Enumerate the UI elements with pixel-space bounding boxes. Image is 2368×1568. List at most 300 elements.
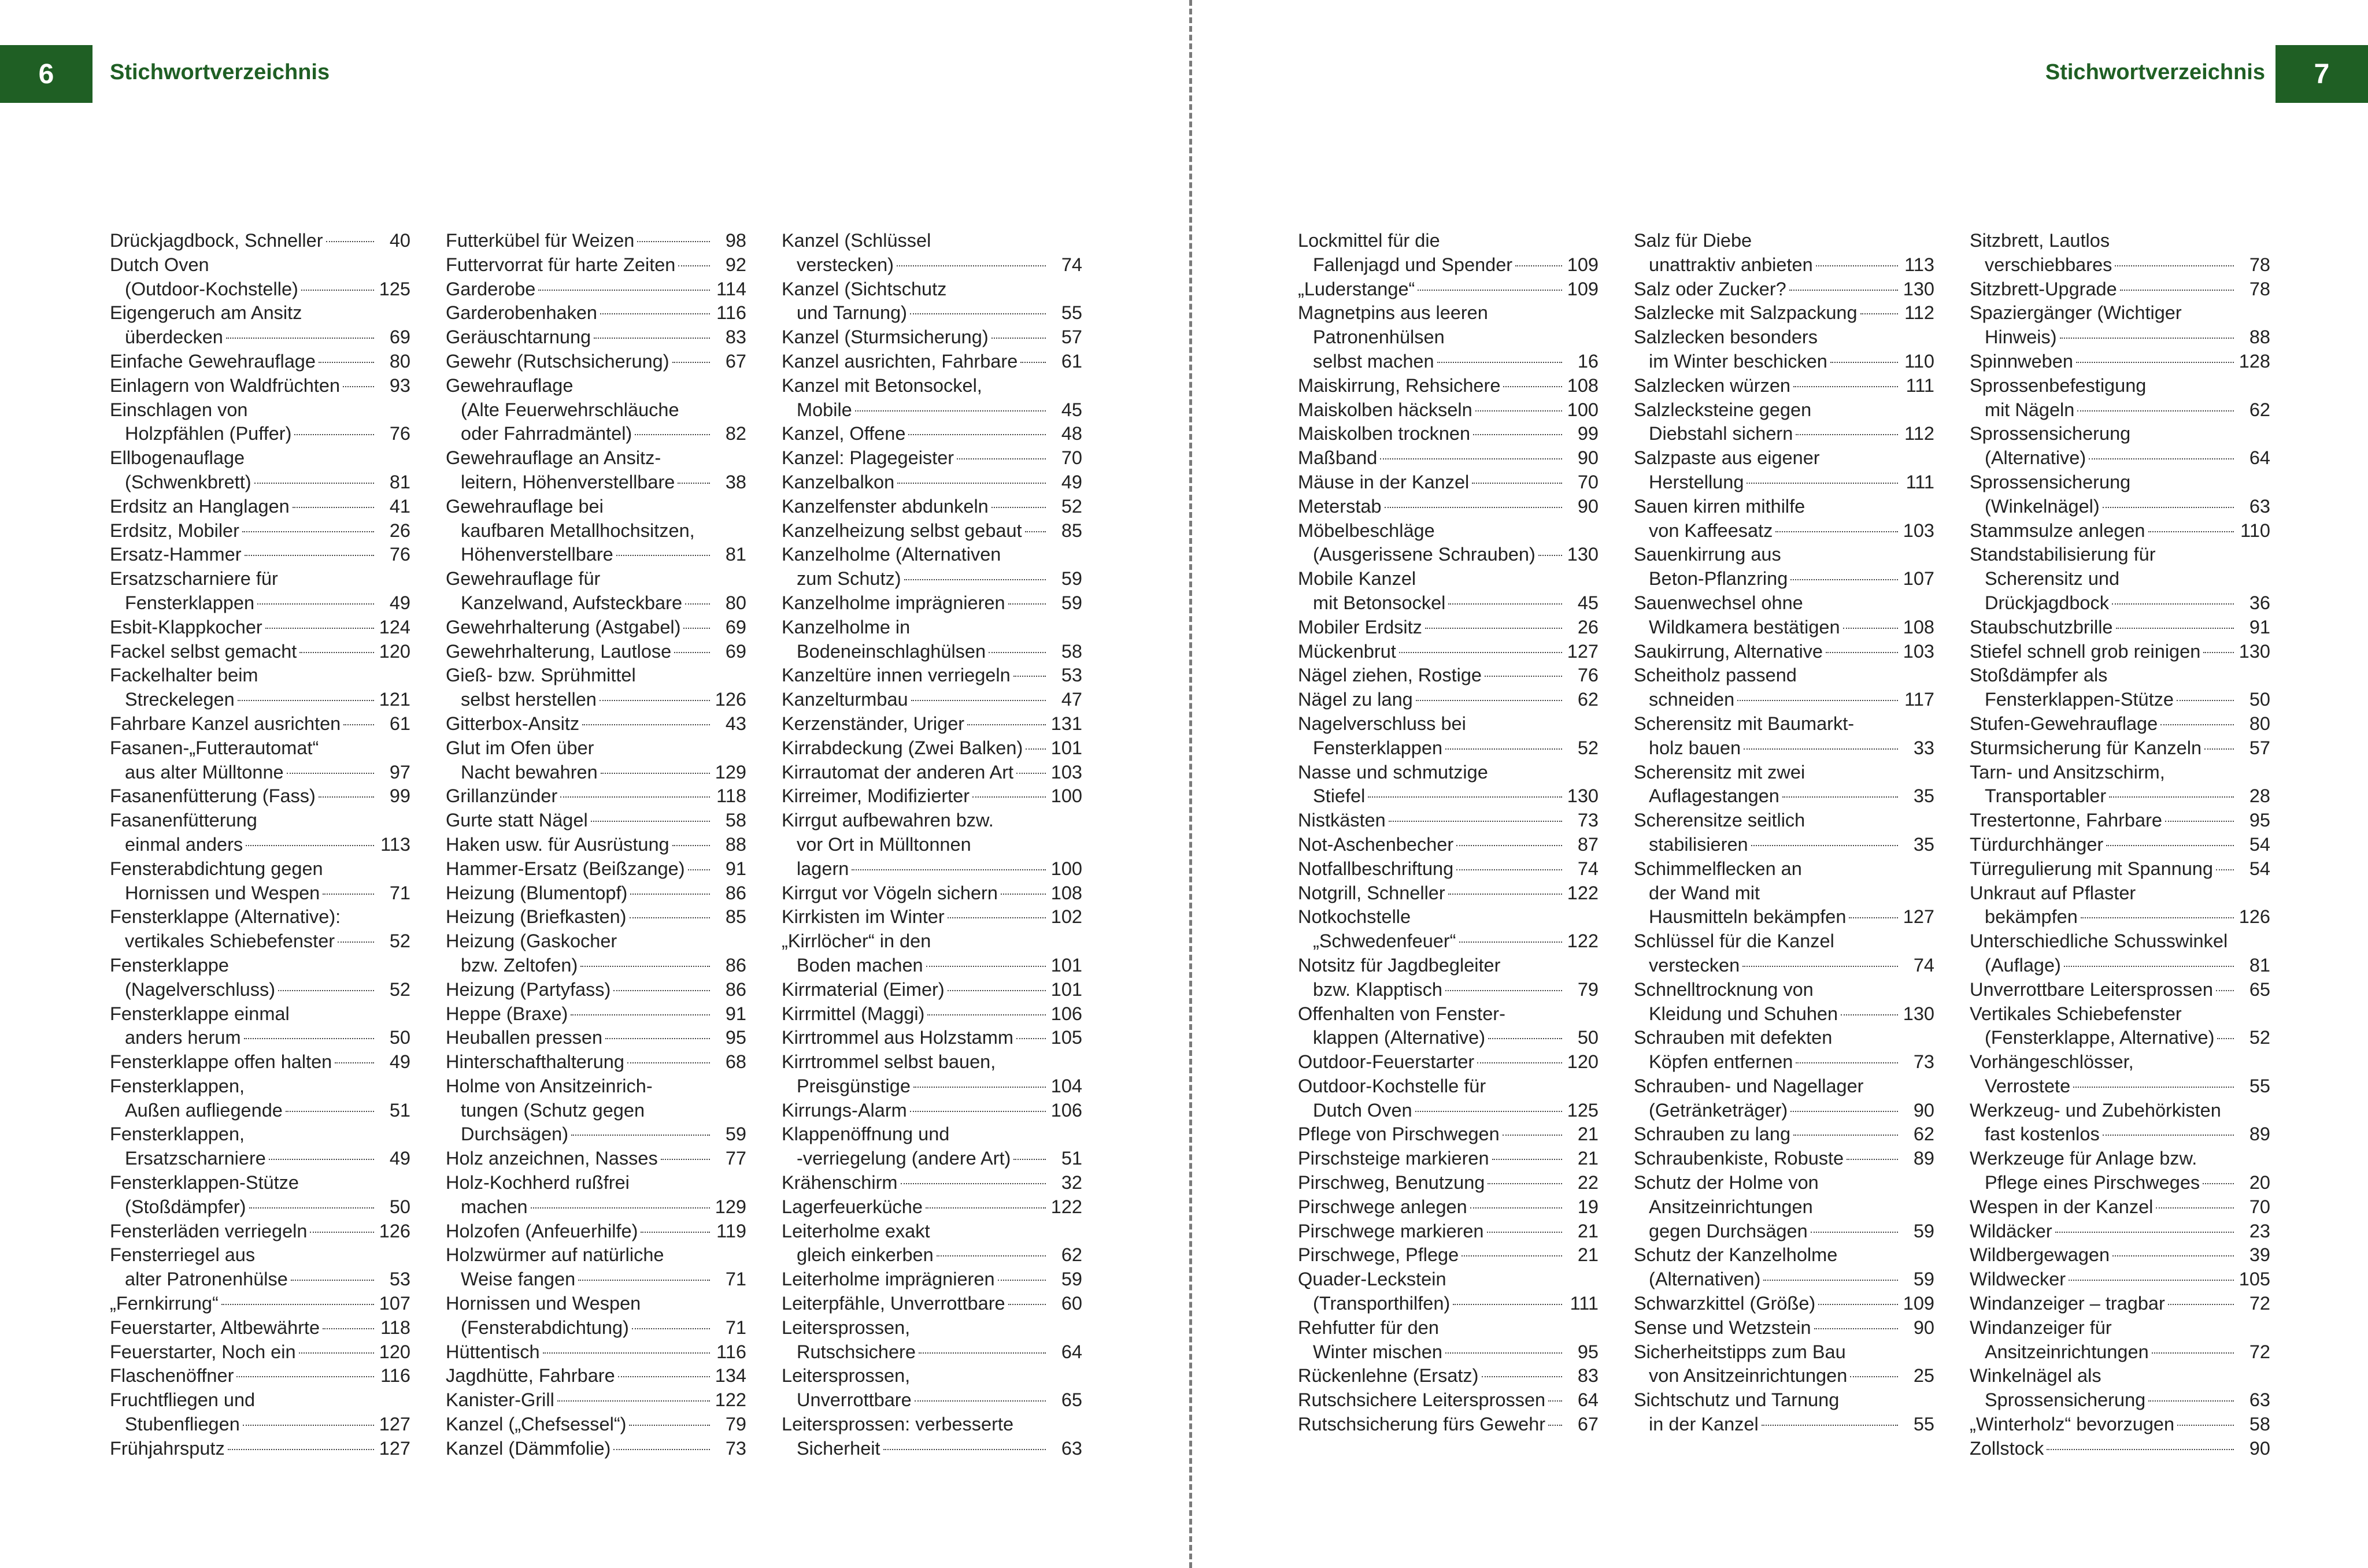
index-page-ref: 80: [725, 592, 746, 613]
index-entry: [1634, 1171, 1934, 1243]
index-page-ref: 81: [725, 544, 746, 565]
dot-leader: [2168, 1304, 2234, 1305]
dot-leader: [242, 531, 374, 532]
index-term: -verriegelung (andere Art): [797, 1148, 1011, 1169]
index-term: stabilisieren: [1649, 833, 1748, 855]
dot-leader: [1849, 917, 1898, 918]
index-term: Trestertonne, Fahrbare: [1970, 810, 2162, 831]
index-term: Nagelverschluss bei: [1298, 713, 1466, 734]
index-entry: [782, 1267, 1082, 1292]
index-term: Kanzelturmbau: [782, 689, 908, 710]
index-term: Leitersprossen,: [782, 1317, 911, 1338]
index-entry: [1970, 1413, 2270, 1437]
index-page-ref: 32: [1061, 1172, 1082, 1193]
index-entry: [782, 350, 1082, 374]
index-page-ref: 67: [725, 350, 746, 372]
index-entry: [1298, 640, 1599, 664]
index-term: (Winkelnägel): [1985, 495, 2100, 517]
index-term: (Fensterabdichtung): [461, 1317, 629, 1338]
index-term: Nägel ziehen, Rostige: [1298, 665, 1482, 686]
dot-leader: [635, 434, 710, 435]
index-entry: [446, 374, 746, 446]
index-term: Salzlecke mit Salzpackung: [1634, 302, 1858, 324]
index-term: klappen (Alternative): [1313, 1027, 1486, 1048]
page-title: Stichwortverzeichnis: [110, 60, 330, 84]
index-page-ref: 116: [716, 1341, 746, 1362]
index-term: Windanzeiger für: [1970, 1317, 2112, 1338]
index-entry: [446, 809, 746, 833]
index-term: Sauenkirrung aus: [1634, 544, 1781, 565]
dot-leader: [1793, 386, 1898, 387]
index-term: Saukirrung, Alternative: [1634, 640, 1823, 662]
index-page-ref: 127: [1903, 906, 1934, 928]
index-entry: [110, 1219, 410, 1244]
index-entry: [782, 663, 1082, 688]
index-page-ref: 131: [1050, 713, 1082, 734]
dot-leader: [1368, 796, 1562, 798]
dot-leader: [2077, 410, 2234, 412]
index-page-ref: 74: [1577, 858, 1599, 879]
index-page-ref: 127: [379, 1414, 410, 1435]
index-term: Bodeneinschlaghülsen: [797, 640, 986, 662]
index-page-ref: 71: [725, 1317, 746, 1338]
index-page-ref: 130: [2238, 640, 2270, 662]
dot-leader: [1487, 1232, 1562, 1233]
index-page-ref: 130: [1903, 278, 1934, 299]
dot-leader: [688, 869, 710, 870]
index-entry: [446, 1026, 746, 1050]
dot-leader: [1751, 845, 1898, 846]
index-entry: [1970, 470, 2270, 519]
index-term: Vertikales Schiebefenster: [1970, 1003, 2182, 1024]
index-entry: [782, 1050, 1082, 1099]
dot-leader: [1462, 1255, 1562, 1256]
dot-leader: [287, 773, 374, 774]
index-term: Beton-Pflanzring: [1649, 568, 1788, 590]
index-page-ref: 49: [389, 1051, 410, 1073]
dot-leader: [2203, 1183, 2234, 1184]
index-entry: [110, 1437, 410, 1461]
index-column: [1970, 229, 2270, 1461]
index-page-ref: 74: [1061, 254, 1082, 275]
index-term: (Stoßdämpfer): [125, 1196, 246, 1217]
index-entry: [110, 857, 410, 906]
index-entry: [446, 640, 746, 664]
index-page-ref: 69: [389, 327, 410, 348]
index-page-ref: 50: [2249, 689, 2270, 710]
index-entry: [782, 1171, 1082, 1195]
index-term: Diebstahl sichern: [1649, 423, 1793, 444]
index-page-ref: 62: [1577, 689, 1599, 710]
index-term: Salzpaste aus eigener: [1634, 447, 1820, 469]
dot-leader: [580, 966, 710, 967]
index-term: Rutschsichere: [797, 1341, 916, 1362]
dot-leader: [2073, 1087, 2234, 1088]
index-term: Gewehrhalterung, Lautlose: [446, 640, 672, 662]
index-entry: [782, 761, 1082, 785]
index-term: Fensterklappe (Alternative):: [110, 906, 341, 928]
dot-leader: [1796, 1062, 1898, 1063]
index-entry: [446, 1074, 746, 1147]
dot-leader: [1016, 773, 1046, 774]
index-page-ref: 83: [1577, 1365, 1599, 1387]
index-page-ref: 104: [1050, 1075, 1082, 1096]
index-term: Patronenhülsen: [1313, 327, 1445, 348]
index-entry: [1970, 543, 2270, 615]
dot-leader: [937, 1255, 1046, 1256]
dot-leader: [1418, 290, 1562, 291]
index-page-ref: 62: [1061, 1244, 1082, 1266]
index-term: Fensterklappen-Stütze: [110, 1172, 299, 1193]
index-entry: [446, 663, 746, 712]
index-page-ref: 52: [1061, 495, 1082, 517]
index-term: Eigengeruch am Ansitz: [110, 302, 302, 324]
dot-leader: [2160, 724, 2234, 725]
index-page-ref: 81: [389, 471, 410, 492]
index-term: Auflagestangen: [1649, 785, 1779, 807]
dot-leader: [221, 1304, 374, 1305]
index-term: Kirrtrommel selbst bauen,: [782, 1051, 996, 1073]
index-page-ref: 128: [2238, 350, 2270, 372]
index-term: (Schwenkbrett): [125, 471, 251, 492]
index-page-ref: 100: [1567, 399, 1599, 420]
index-page-ref: 70: [1577, 471, 1599, 492]
dot-leader: [1488, 1038, 1562, 1039]
index-term: „Luderstange“: [1298, 278, 1415, 299]
dot-leader: [2112, 603, 2234, 605]
dot-leader: [243, 1425, 374, 1426]
dot-leader: [1448, 603, 1562, 605]
index-term: Geräuschtarnung: [446, 327, 591, 348]
index-term: Heizung (Partyfass): [446, 978, 611, 1000]
index-term: Nistkästen: [1298, 810, 1386, 831]
index-term: im Winter beschicken: [1649, 350, 1827, 372]
index-entry: [1970, 663, 2270, 712]
index-page-ref: 101: [1050, 737, 1082, 758]
index-page-ref: 21: [1577, 1220, 1599, 1241]
index-term: aus alter Mülltonne: [125, 761, 284, 783]
index-entry: [782, 929, 1082, 978]
dot-leader: [967, 724, 1046, 725]
index-page-ref: 118: [380, 1317, 410, 1338]
index-term: verschiebbares: [1985, 254, 2112, 275]
index-page-ref: 50: [1577, 1027, 1599, 1048]
index-term: Sauenwechsel ohne: [1634, 592, 1803, 613]
index-entry: [782, 616, 1082, 664]
dot-leader: [1453, 1304, 1562, 1305]
index-term: Scherensitz mit Baumarkt-: [1634, 713, 1855, 734]
dot-leader: [672, 845, 710, 846]
index-term: Fackel selbst gemacht: [110, 640, 297, 662]
index-page-ref: 92: [725, 254, 746, 275]
index-term: Fasanenfütterung (Fass): [110, 785, 316, 807]
index-page-ref: 78: [2249, 278, 2270, 299]
index-term: überdecken: [125, 327, 223, 348]
index-entry: [782, 277, 1082, 326]
index-page-ref: 119: [716, 1220, 746, 1241]
right-page: [1184, 0, 2368, 1568]
index-term: Herstellung: [1649, 471, 1744, 492]
index-entry: [1970, 978, 2270, 1002]
index-term: Wildbergewagen: [1970, 1244, 2110, 1266]
index-entry: [1970, 519, 2270, 543]
index-page-ref: 63: [2249, 1389, 2270, 1411]
index-column: [110, 229, 410, 1461]
index-page-ref: 88: [725, 833, 746, 855]
index-page-ref: 121: [379, 689, 410, 710]
index-page-ref: 72: [2249, 1293, 2270, 1314]
index-entry: [110, 567, 410, 616]
index-term: Salzlecken würzen: [1634, 375, 1790, 396]
dot-leader: [2204, 748, 2234, 750]
index-page-ref: 101: [1050, 954, 1082, 976]
dot-leader: [299, 652, 374, 653]
index-term: Krähenschirm: [782, 1172, 898, 1193]
index-entry: [1634, 761, 1934, 809]
index-page-ref: 26: [1577, 616, 1599, 637]
index-page-ref: 129: [715, 1196, 746, 1217]
index-entry: [1970, 833, 2270, 857]
dot-leader: [1416, 700, 1562, 701]
index-page-ref: 88: [2249, 327, 2270, 348]
index-term: Unverrottbare Leitersprossen: [1970, 978, 2213, 1000]
index-page-ref: 52: [1577, 737, 1599, 758]
dot-leader: [343, 724, 374, 725]
index-entry: [1298, 229, 1599, 277]
index-term: Sprossenbefestigung: [1970, 375, 2147, 396]
index-entry: [782, 712, 1082, 736]
index-entry: [782, 1292, 1082, 1316]
index-entry: [782, 543, 1082, 591]
dot-leader: [1548, 1425, 1562, 1426]
index-page-ref: 52: [389, 978, 410, 1000]
index-term: Standstabilisierung für: [1970, 544, 2156, 565]
index-term: Streckelegen: [125, 689, 235, 710]
index-page-ref: 112: [1904, 302, 1934, 324]
index-term: Mäuse in der Kanzel: [1298, 471, 1470, 492]
index-term: Stoßdämpfer als: [1970, 665, 2108, 686]
index-term: (Outdoor-Kochstelle): [125, 278, 298, 299]
index-term: Kanister-Grill: [446, 1389, 554, 1411]
index-term: bzw. Zeltofen): [461, 954, 578, 976]
dot-leader: [531, 1207, 710, 1209]
dot-leader: [323, 1328, 374, 1329]
index-entry: [782, 1413, 1082, 1461]
index-entry: [446, 833, 746, 857]
index-term: Ersatzscharniere für: [110, 568, 278, 590]
dot-leader: [2069, 1280, 2234, 1281]
index-term: Fensterklappen-Stütze: [1985, 689, 2174, 710]
dot-leader: [1742, 966, 1898, 967]
index-entry: [1970, 1437, 2270, 1461]
index-entry: [782, 495, 1082, 519]
index-page-ref: 120: [1567, 1051, 1599, 1073]
index-entry: [110, 495, 410, 519]
dot-leader: [883, 1449, 1046, 1450]
index-term: Holzpfählen (Puffer): [125, 423, 292, 444]
index-page-ref: 98: [725, 230, 746, 251]
index-page-ref: 51: [1061, 1148, 1082, 1169]
index-entry: [1298, 1243, 1599, 1267]
dot-leader: [678, 265, 710, 266]
index-page-ref: 73: [1913, 1051, 1934, 1073]
index-entry: [1298, 277, 1599, 302]
index-term: Fensterabdichtung gegen: [110, 858, 323, 879]
index-entry: [1634, 1122, 1934, 1147]
index-term: Garderobe: [446, 278, 536, 299]
dot-leader: [1399, 652, 1562, 653]
index-page-ref: 55: [2249, 1075, 2270, 1096]
index-term: „Schwedenfeuer“: [1313, 931, 1456, 952]
index-term: Kanzel, Offene: [782, 423, 906, 444]
index-term: Holzwürmer auf natürliche: [446, 1244, 664, 1266]
dot-leader: [335, 1062, 374, 1063]
index-term: Fensterklappe einmal: [110, 1003, 290, 1024]
index-page-ref: 58: [1061, 640, 1082, 662]
index-entry: [1298, 519, 1599, 568]
index-page-ref: 108: [1567, 375, 1599, 396]
index-entry: [446, 616, 746, 640]
index-term: Hinterschafthalterung: [446, 1051, 624, 1073]
index-entry: [782, 688, 1082, 712]
index-term: leitern, Höhenverstellbare: [461, 471, 675, 492]
index-term: Fasanenfütterung: [110, 810, 257, 831]
index-entry: [110, 905, 410, 954]
dot-leader: [2109, 796, 2234, 798]
index-page-ref: 111: [1906, 375, 1934, 396]
index-term: Kanzel: Plagegeister: [782, 447, 954, 469]
dot-leader: [2112, 1255, 2234, 1256]
index-page-ref: 21: [1577, 1244, 1599, 1266]
index-term: Holz-Kochherd rußfrei: [446, 1172, 630, 1193]
index-entry: [1634, 929, 1934, 978]
index-entry: [782, 881, 1082, 906]
index-term: Sicherheit: [797, 1437, 880, 1459]
index-entry: [1634, 809, 1934, 857]
index-term: Vorhängeschlösser,: [1970, 1051, 2134, 1073]
index-term: vor Ort in Mülltonnen: [797, 833, 971, 855]
index-entry: [782, 470, 1082, 495]
index-term: Grillanzünder: [446, 785, 558, 807]
index-term: Unterschiedliche Schusswinkel: [1970, 931, 2228, 952]
index-term: Fasanen-„Futterautomat“: [110, 737, 319, 758]
index-term: Heizung (Blumentopf): [446, 882, 628, 903]
index-page-ref: 59: [1061, 1269, 1082, 1290]
index-page-ref: 111: [1570, 1293, 1599, 1314]
dot-leader: [286, 1111, 374, 1112]
index-entry: [1298, 1122, 1599, 1147]
index-term: Feuerstarter, Noch ein: [110, 1341, 296, 1362]
dot-leader: [1790, 579, 1898, 580]
index-entry: [782, 446, 1082, 470]
dot-leader: [538, 290, 710, 291]
index-entry: [1298, 1171, 1599, 1195]
index-term: Hornissen und Wespen: [446, 1293, 641, 1314]
index-entry: [1970, 1292, 2270, 1316]
index-page-ref: 122: [1567, 882, 1599, 903]
index-term: Heppe (Braxe): [446, 1003, 568, 1024]
index-entry: [1298, 1074, 1599, 1123]
index-entry: [446, 325, 746, 350]
index-entry: [446, 1292, 746, 1340]
index-term: (Nagelverschluss): [125, 978, 276, 1000]
index-term: der Wand mit: [1649, 882, 1760, 903]
index-page-ref: 62: [1913, 1124, 1934, 1145]
dot-leader: [972, 796, 1046, 798]
index-term: alter Patronenhülse: [125, 1269, 288, 1290]
index-term: machen: [461, 1196, 528, 1217]
dot-leader: [991, 507, 1046, 508]
index-page-ref: 127: [379, 1437, 410, 1459]
index-term: Futterkübel für Weizen: [446, 230, 635, 251]
index-term: Jagdhütte, Fahrbare: [446, 1365, 615, 1387]
dot-leader: [1385, 507, 1562, 508]
index-page-ref: 112: [1904, 423, 1934, 444]
index-entry: [782, 519, 1082, 543]
index-entry: [1298, 1195, 1599, 1219]
index-term: Verrostete: [1985, 1075, 2071, 1096]
dot-leader: [605, 1038, 710, 1039]
index-term: Drückjagdbock, Schneller: [110, 230, 323, 251]
index-column: [782, 229, 1082, 1461]
dot-leader: [2165, 821, 2234, 822]
index-term: oder Fahrradmäntel): [461, 423, 632, 444]
index-term: Fensterklappen,: [110, 1075, 245, 1096]
dot-leader: [1425, 628, 1562, 629]
index-term: Quader-Leckstein: [1298, 1269, 1446, 1290]
index-term: Kirrabdeckung (Zwei Balken): [782, 737, 1023, 758]
index-entry: [110, 640, 410, 664]
index-entry: [446, 1219, 746, 1244]
index-term: Kanzelbalkon: [782, 471, 895, 492]
index-entry: [1970, 374, 2270, 422]
dot-leader: [908, 434, 1046, 435]
dot-leader: [1437, 362, 1562, 363]
index-page-ref: 99: [389, 785, 410, 807]
index-term: Wildkamera bestätigen: [1649, 616, 1840, 637]
index-term: Gitterbox-Ansitz: [446, 713, 580, 734]
dot-leader: [2177, 700, 2234, 701]
index-term: Türdurchhänger: [1970, 833, 2104, 855]
index-term: Kanzelheizung selbst gebaut: [782, 520, 1022, 541]
page-title: Stichwortverzeichnis: [2045, 60, 2265, 84]
index-term: Unkraut auf Pflaster: [1970, 882, 2136, 903]
index-entry: [782, 229, 1082, 277]
index-page-ref: 64: [2249, 447, 2270, 469]
index-entry: [782, 422, 1082, 446]
index-term: bzw. Klapptisch: [1313, 978, 1443, 1000]
index-entry: [1970, 1099, 2270, 1147]
index-entry: [110, 1050, 410, 1074]
index-entry: [1970, 229, 2270, 277]
index-term: (Fensterklappe, Alternative): [1985, 1027, 2215, 1048]
dot-leader: [685, 603, 710, 605]
index-entry: [1298, 881, 1599, 906]
index-page-ref: 83: [725, 327, 746, 348]
index-entry: [1634, 277, 1934, 302]
index-page-ref: 86: [725, 882, 746, 903]
dot-leader: [560, 796, 710, 798]
index-term: Sense und Wetzstein: [1634, 1317, 1811, 1338]
index-page-ref: 116: [380, 1365, 410, 1387]
index-term: (Getränketräger): [1649, 1099, 1788, 1121]
index-term: Einlagern von Waldfrüchten: [110, 375, 341, 396]
index-term: einmal anders: [125, 833, 243, 855]
index-page-ref: 130: [1903, 1003, 1934, 1024]
index-entry: [446, 929, 746, 978]
index-page-ref: 51: [389, 1099, 410, 1121]
dot-leader: [613, 1449, 710, 1450]
